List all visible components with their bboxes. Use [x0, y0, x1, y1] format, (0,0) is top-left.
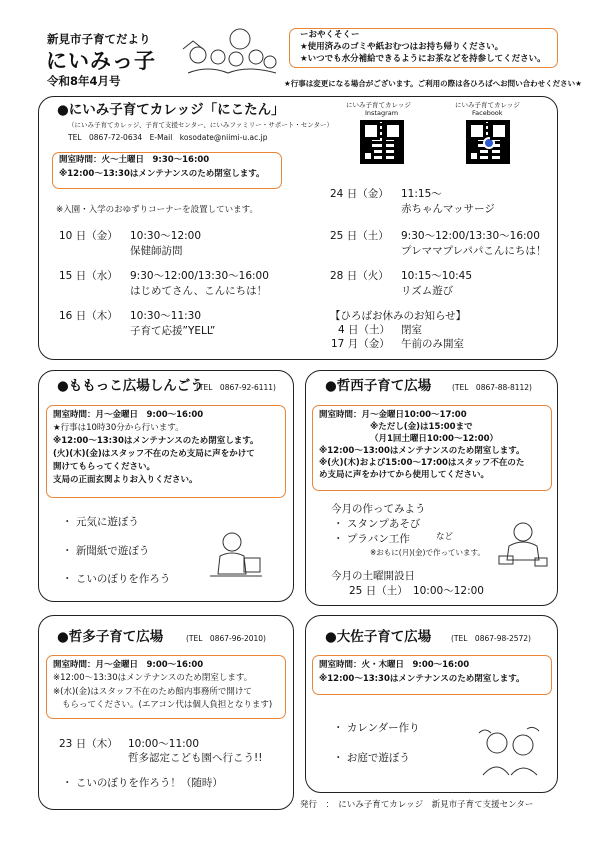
child-craft-illustration	[497, 520, 549, 568]
closure-desc: 閉室	[401, 324, 422, 336]
issue-label: 令和8年4月号	[47, 74, 121, 88]
activity-item: ・ こいのぼりを作ろう！（随時）	[62, 777, 223, 789]
newsletter-title: にいみっ子	[46, 49, 156, 73]
momokko-title: ●ももっこ広場しんごう	[57, 378, 204, 394]
instagram-sub: Instagram	[365, 109, 399, 117]
nicotan-title: ●にいみ子育てカレッジ「にこたん」	[57, 102, 285, 118]
info-line: 開室時間：月～金曜日 9:00～16:00	[53, 660, 204, 670]
info-line: ※(火)(木)および15:00～17:00はスタッフ不在のた	[319, 458, 525, 468]
activity-item: ・ 元気に遊ぼう	[62, 516, 139, 528]
child-drawing-illustration	[208, 530, 264, 580]
info-line: ※12:00～13:30はメンテナンスのため閉室します。	[53, 673, 253, 683]
event-time: 10:00～11:00	[128, 738, 200, 750]
nicotan-contact: TEL 0867-72-0634 E-Mail kosodate@niimi-u.ac.jp	[68, 133, 268, 142]
info-line: ★行事は10時30分から行います。	[53, 423, 184, 433]
event-desc: 子育て応援”YELL”	[130, 325, 216, 337]
info-line: 支局の正面玄関よりお入りください。	[53, 475, 198, 485]
facebook-sub: Facebook	[472, 109, 503, 117]
info-line: 開室時間：月～金曜日10:00～17:00	[319, 410, 467, 420]
event-desc: 哲多認定こども園へ行こう!!	[128, 752, 263, 764]
children-illustration	[178, 27, 278, 77]
osa-tel: (TEL 0867-98-2572)	[451, 634, 531, 643]
activity-item: ・ こいのぼりを作ろう	[62, 573, 171, 585]
rules-line: ★使用済みのゴミや紙おむつはお持ち帰りください。	[300, 42, 504, 52]
event-time: 10:15～10:45	[401, 270, 473, 282]
event-desc: 保健師訪問	[130, 245, 183, 257]
event-date: 15 日（水）	[59, 270, 118, 282]
make-note: ※おもに(月)(金)で作っています。	[370, 548, 485, 557]
closure-desc: 午前のみ開室	[401, 338, 464, 350]
info-line: （月1回土曜日10:00～12:00）	[370, 434, 499, 444]
change-notice: ★行事は変更になる場合がございます。ご利用の際は各ひろばへお問い合わせください★	[284, 79, 582, 88]
osa-title: ●大佐子育て広場	[325, 629, 432, 645]
qr-code-icon[interactable]	[466, 120, 510, 164]
event-date: 24 日（金）	[330, 188, 389, 200]
tetta-tel: (TEL 0867-96-2010)	[186, 634, 266, 643]
event-date: 10 日（金）	[59, 230, 118, 242]
info-line: 開けてもらってください。	[53, 462, 156, 472]
closure-date: 4 日（土）	[338, 324, 391, 336]
make-item: ・ プラバン工作	[333, 533, 410, 545]
saturday-heading: 今月の土曜開設日	[331, 570, 415, 582]
event-time: 10:30～11:30	[130, 310, 202, 322]
tetta-title: ●哲多子育て広場	[57, 629, 164, 645]
event-date: 25 日（土）	[330, 230, 389, 242]
info-line: め支局に声をかけてから使用してください。	[319, 470, 490, 480]
facebook-icon	[483, 137, 495, 149]
info-line: ※ただし(金)は15:00まで	[370, 422, 473, 432]
activity-item: ・ お庭で遊ぼう	[333, 752, 410, 764]
make-heading: 今月の作ってみよう	[331, 503, 426, 515]
event-desc: 赤ちゃんマッサージ	[401, 203, 495, 215]
info-line: ※12:00～13:30はメンテナンスのため閉室します。	[319, 674, 525, 684]
tessei-title: ●哲西子育て広場	[325, 378, 432, 394]
qr-code-icon[interactable]	[360, 120, 404, 164]
event-desc: リズム遊び	[401, 285, 454, 297]
event-desc: プレママプレパパこんにちは！	[401, 245, 547, 257]
nicotan-note: ※入園・入学のおゆずりコーナーを設置しています。	[56, 205, 258, 215]
info-line: ※12:00～13:30はメンテナンスのため閉室します。	[53, 436, 259, 446]
rules-heading: ーおやくそくー	[300, 30, 360, 40]
activity-item: ・ カレンダー作り	[333, 722, 420, 734]
info-line: 開室時間：火・木曜日 9:00～16:00	[319, 660, 470, 670]
make-suffix: など	[436, 532, 454, 542]
event-time: 9:30～12:00/13:30～16:00	[130, 270, 269, 282]
tessei-tel: (TEL 0867-88-8112)	[452, 383, 532, 392]
event-time: 9:30～12:00/13:30～16:00	[401, 230, 540, 242]
event-time: 11:15～	[401, 188, 442, 200]
info-line: ※(水)(金)はスタッフ不在のため館内事務所で開けて	[53, 687, 252, 697]
info-line: もらってください。(エアコン代は個人負担となります)	[62, 700, 273, 710]
rules-line: ★いつでも水分補給できるようにお茶などを持参してください。	[300, 54, 546, 64]
event-time: 10:30～12:00	[130, 230, 202, 242]
nicotan-maintenance: ※12:00～13:30はメンテナンスのため閉室します。	[59, 169, 265, 179]
saturday-date: 25 日（土） 10:00～12:00	[349, 585, 484, 597]
closure-heading: 【ひろばお休みのお知らせ】	[330, 310, 467, 322]
make-item: ・ スタンプあそび	[333, 518, 421, 530]
facebook-label: にいみ子育てカレッジ	[455, 101, 520, 109]
event-date: 16 日（木）	[59, 310, 118, 322]
info-line: ※12:00～13:00はメンテナンスのため閉室します。	[319, 446, 525, 456]
closure-date: 17 月（金）	[331, 338, 390, 350]
momokko-tel: (TEL 0867-92-6111)	[196, 383, 276, 392]
event-desc: はじめてさん、こんにちは！	[130, 285, 268, 297]
event-date: 28 日（火）	[330, 270, 389, 282]
newsletter-name: 新見市子育てだより	[47, 32, 151, 46]
children-garden-illustration	[475, 725, 545, 780]
nicotan-hours: 開室時間：火～土曜日 9:30～16:00	[59, 155, 210, 165]
instagram-label: にいみ子育てカレッジ	[346, 101, 411, 109]
info-line: 開室時間：月～金曜日 9:00～16:00	[53, 410, 204, 420]
publisher: 発行 ： にいみ子育てカレッジ 新見市子育て支援センター	[300, 800, 534, 810]
activity-item: ・ 新聞紙で遊ぼう	[62, 545, 150, 557]
info-line: (火)(木)(金)はスタッフ不在のため支局に声をかけて	[53, 449, 255, 459]
event-date: 23 日（木）	[59, 738, 118, 750]
nicotan-subtitle: （にいみ子育てカレッジ、子育て支援センター、にいみファミリー・サポート・センター）	[68, 121, 334, 129]
